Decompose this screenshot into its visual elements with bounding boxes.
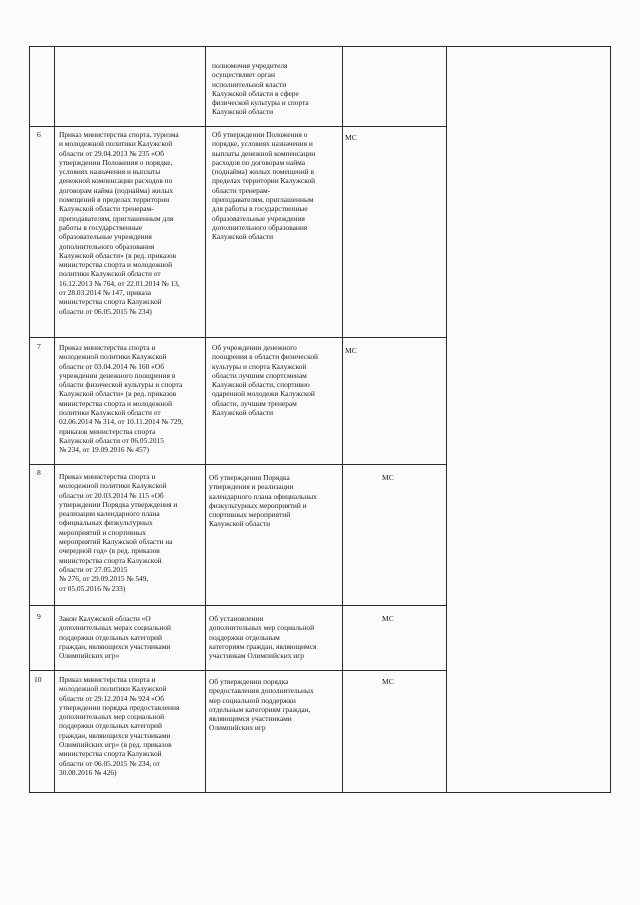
row-code: МС [382, 677, 394, 686]
table-top-border [29, 46, 611, 47]
row-code: МС [382, 614, 394, 623]
row-code: МС [382, 473, 394, 482]
row-code: МС [345, 133, 357, 142]
row-divider-9 [29, 605, 447, 606]
table-right-border [610, 46, 611, 792]
continuation-text: полномочия учредителя осуществляет орган исполнительной власти Калужской области в сфере физической культуры и спорта Калужской области [212, 61, 309, 117]
row-divider-8 [29, 464, 447, 465]
column-divider-number [54, 46, 55, 792]
row-document: Приказ министерства спорта и молодежной политики Калужской области от 03.04.2014 № 160 «Об учреждении денежного поощрения в области физической культуры и спорта Калужской области» (в ред. приказов министерства спорта и молодежной политики Калужской области от 02.06.2014 № 314, от 10.11.2014 № 729, приказов министерства спорта Калужской области от 06.05.2015 № 234, от 19.09.2016 № 457) [59, 343, 184, 455]
row-code: МС [345, 346, 357, 355]
row-divider-10 [29, 670, 447, 671]
row-subject: Об учреждении денежного поощрения в области физической культуры и спорта Калужской области лучшим спортсменам Калужской области, спортивно одаренной молодежи Калужской области, лучшим тренерам Калужской области [212, 343, 319, 418]
row-subject: Об утверждении Положения о порядке, условиях назначения и выплаты денежной компенсации расходов по договорам найма (поднайма) жилых помещений в пределах территории Калужской области тренерам- преподавателям, приглашенным для работы в государственные образовательные учреждения дополнительного образования Калужской области [212, 130, 316, 242]
row-document: Приказ министерства спорта и молодежной политики Калужской области от 20.03.2014 № 115 «Об утверждении Порядка утверждения и реализации календарного плана официальных физкультурных мероприятий и спортивных мероприятий Калужской области на очередной год» (в ред. приказов министерства спорта Калужской области от 27.05.2015 № 276, от 29.09.2015 № 549, от 05.05.2016 № 233) [59, 472, 178, 593]
row-number: 8 [37, 468, 41, 477]
row-divider-6 [29, 126, 447, 127]
column-divider-document [205, 46, 206, 792]
row-number: 10 [34, 675, 42, 684]
table-bottom-border [29, 792, 611, 793]
row-subject: Об утверждении Порядка утверждения и реализации календарного плана официальных физкультурных мероприятий и спортивных мероприятий Калужской области [209, 473, 317, 529]
row-number: 9 [37, 612, 41, 621]
row-document: Закон Калужской области «О дополнительных мерах социальной поддержки отдельных категорий граждан, являющихся участниками Олимпийских игр» [59, 614, 172, 661]
row-document: Приказ министерства спорта и молодежной политики Калужской области от 29.12.2014 № 924 «Об утверждении порядка предоставления дополнительных мер социальной поддержки отдельных категорий граждан, являющихся участниками Олимпийских игр» (в ред. приказов министерства спорта Калужской области от 06.05.2015 № 234, от 30.08.2016 № 426) [59, 675, 180, 777]
row-subject: Об утверждении порядка предоставления дополнительных мер социальной поддержки отдельным категориям граждан, являющимся участниками Олимпийских игр [209, 677, 314, 733]
row-divider-7 [29, 337, 447, 338]
row-number: 6 [37, 130, 41, 139]
row-document: Приказ министерства спорта, туризма и молодежной политики Калужской области от 29.04.2013 № 235 «Об утверждении Положения о порядке, условиях назначения и выплаты денежной компенсации расходов по договорам найма (поднайма) жилых помещений в пределах территории Калужской области тренерам- преподавателям, приглашенным для работы в государственные образовательные учреждения дополнительного образования Калужской области» (в ред. приказов министерства спорта и молодежной политики Калужской области от 16.12.2013 № 764, от 22.01.2014 № 13, от 28.03.2014 № 147, приказа министерства спорта Калужской области от 06.05.2015 № 234) [59, 130, 180, 316]
table-left-border [29, 46, 30, 792]
row-subject: Об установлении дополнительных мер социальной поддержки отдельным категориям граждан, являющимся участникам Олимпийских игр [209, 614, 317, 661]
column-divider-code [446, 46, 447, 792]
column-divider-subject [342, 46, 343, 792]
row-number: 7 [37, 342, 41, 351]
